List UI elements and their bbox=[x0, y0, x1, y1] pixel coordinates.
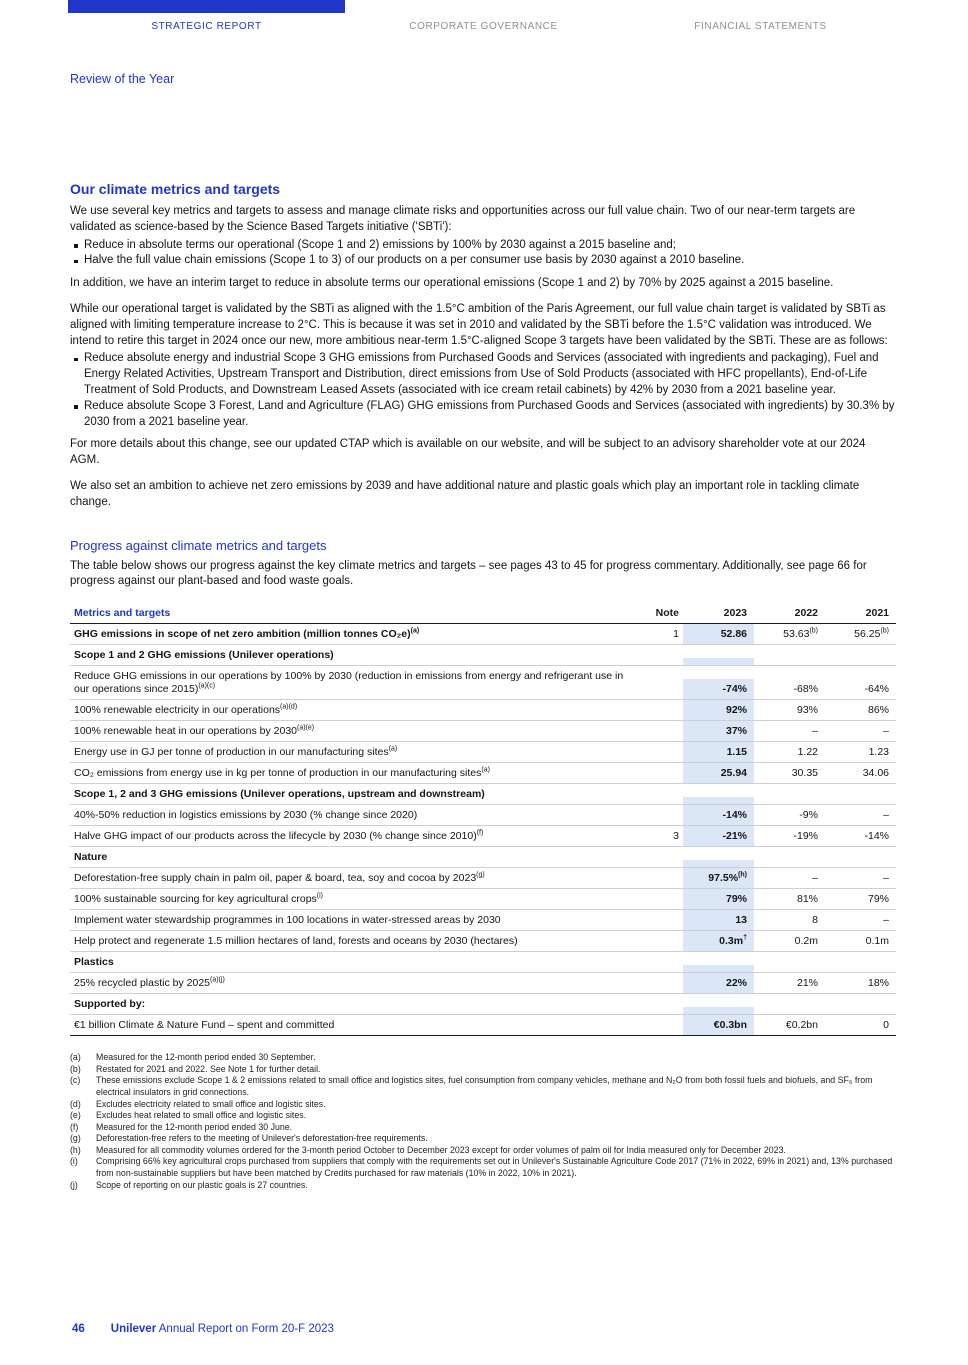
table-row bbox=[70, 973, 896, 994]
tab-label: FINANCIAL STATEMENTS bbox=[694, 21, 827, 32]
column-header-metrics: Metrics and targets bbox=[74, 606, 171, 619]
row-value-2021: 1.23 bbox=[868, 745, 889, 758]
tab-strategic-report[interactable] bbox=[68, 0, 345, 32]
row-label: Help protect and regenerate 1.5 million hectares of land, forests and oceans by 2030 (hectares) bbox=[74, 934, 518, 947]
footnote bbox=[70, 1110, 896, 1122]
row-label: Implement water stewardship programmes in 100 locations in water-stressed areas by 2030 bbox=[74, 913, 501, 926]
row-value-2023: -21% bbox=[683, 826, 754, 846]
row-value-2023: 22% bbox=[683, 973, 754, 993]
row-value-2022: €0.2bn bbox=[785, 1018, 818, 1031]
row-value-2021 bbox=[825, 965, 896, 972]
footnote bbox=[70, 1133, 896, 1145]
sbti-validation-paragraph: While our operational target is validated by the SBTi as aligned with the 1.5°C ambition of the Paris Agreement, our full value chain target is validated by SBTi as aligned with limiting temperature increase to 2°C. This is because it was set in 2010 and validated by the SBTi before the 1.5°C validation was introduced. We intend to retire this target in 2024 once our new, more ambitious near-term 1.5°C-aligned Scope 3 targets have been validated by the SBTi. These are as follows: bbox=[70, 302, 888, 347]
footnote-text: Measured for the 12-month period ended 30 September. bbox=[96, 1052, 316, 1063]
row-value-2022 bbox=[754, 1007, 825, 1014]
row-value-2021 bbox=[825, 797, 896, 804]
row-note bbox=[641, 658, 683, 665]
row-value-2022 bbox=[754, 797, 825, 804]
footnote-key: (c) bbox=[70, 1075, 81, 1086]
row-value-2023 bbox=[683, 797, 754, 804]
footnote-text: Measured for the 12-month period ended 30 June. bbox=[96, 1121, 293, 1132]
footnote bbox=[70, 1075, 896, 1098]
row-label: Scope 1, 2 and 3 GHG emissions (Unilever operations, upstream and downstream) bbox=[74, 787, 485, 800]
footnote-text: Scope of reporting on our plastic goals is 27 countries. bbox=[96, 1179, 308, 1190]
footnote-text: These emissions exclude Scope 1 & 2 emissions related to small office and logistics sites, fuel consumption from company vehicles, methane and N₂O from both fossil fuels and biofuels, and SF₆ from electrical insulators in grid connections. bbox=[96, 1075, 873, 1097]
list-item: Reduce in absolute terms our operational (Scope 1 and 2) emissions by 100% by 2030 against a 2015 baseline and; bbox=[70, 238, 896, 254]
interim-target-paragraph: In addition, we have an interim target to reduce in absolute terms our operational emissions (Scope 1 and 2) by 70% by 2025 against a 2015 baseline. bbox=[70, 277, 834, 290]
tab-indicator bbox=[345, 0, 622, 13]
row-note bbox=[641, 944, 683, 951]
table-section-row bbox=[70, 847, 896, 868]
footnote bbox=[70, 1064, 896, 1076]
active-tab-indicator bbox=[68, 0, 345, 13]
footnote bbox=[70, 1099, 896, 1111]
footnote-key: (i) bbox=[70, 1156, 78, 1167]
footnote bbox=[70, 1156, 896, 1179]
list-item: Reduce absolute Scope 3 Forest, Land and Agriculture (FLAG) GHG emissions from Purchased Goods and Services (associated with ingredients) by 30.3% by 2030 from a 2021 baseline year. bbox=[70, 399, 896, 431]
row-value-2023: 1.15 bbox=[683, 742, 754, 762]
table-row bbox=[70, 1015, 896, 1036]
footnote-text: Measured for all commodity volumes ordered for the 3-month period October to December 2023 except for order volumes of palm oil for India measured only for December 2023. bbox=[96, 1144, 786, 1155]
table-row bbox=[70, 910, 896, 931]
footnote bbox=[70, 1180, 896, 1192]
footnote-text: Restated for 2021 and 2022. See Note 1 for further detail. bbox=[96, 1063, 321, 1074]
footnote-key: (h) bbox=[70, 1144, 81, 1155]
row-value-2021: 79% bbox=[867, 892, 889, 905]
row-value-2022: 30.35 bbox=[791, 766, 818, 779]
row-note bbox=[641, 965, 683, 972]
list-item: Halve the full value chain emissions (Scope 1 to 3) of our products on a per consumer use basis by 2030 against a 2010 baseline. bbox=[70, 253, 896, 269]
footer-line bbox=[111, 1323, 334, 1335]
row-value-2022 bbox=[754, 965, 825, 972]
tab-label: STRATEGIC REPORT bbox=[151, 21, 262, 32]
row-value-2022: 8 bbox=[812, 913, 818, 926]
table-row bbox=[70, 868, 896, 889]
row-value-2023: 97.5%$^{(h)}$ bbox=[683, 868, 754, 888]
row-value-2022: 81% bbox=[796, 892, 818, 905]
row-note bbox=[641, 1028, 683, 1035]
row-value-2021: 0 bbox=[883, 1018, 889, 1031]
row-value-2023: 13 bbox=[683, 910, 754, 930]
row-value-2022: – bbox=[812, 724, 818, 737]
row-note bbox=[641, 1007, 683, 1014]
column-header-2022: 2022 bbox=[794, 606, 818, 619]
row-value-2023 bbox=[683, 965, 754, 972]
footnote-key: (d) bbox=[70, 1098, 81, 1109]
row-value-2021: – bbox=[883, 808, 889, 821]
page-title: Our climate metrics and targets bbox=[70, 181, 281, 197]
row-note bbox=[641, 923, 683, 930]
scope3-targets-list bbox=[70, 351, 896, 430]
section-label: Review of the Year bbox=[70, 72, 175, 86]
row-value-2022: – bbox=[812, 871, 818, 884]
tab-indicator bbox=[622, 0, 899, 13]
column-header-2021: 2021 bbox=[865, 606, 889, 619]
row-label: 100% renewable electricity in our operations$^{(a)(d)}$ bbox=[74, 703, 298, 716]
tab-corporate-governance[interactable] bbox=[345, 0, 622, 32]
row-label: CO₂ emissions from energy use in kg per tonne of production in our manufacturing sites$^{(a)}$ bbox=[74, 766, 490, 779]
row-label: €1 billion Climate & Nature Fund – spent and committed bbox=[74, 1018, 335, 1031]
row-label: Reduce GHG emissions in our operations by 100% by 2030 (reduction in emissions from energy and refrigerant use in our operations since 2015)$^{(a)(c)}$ bbox=[74, 669, 624, 695]
footnotes bbox=[70, 1052, 896, 1191]
row-note bbox=[641, 818, 683, 825]
row-value-2022 bbox=[754, 860, 825, 867]
table-section-row bbox=[70, 784, 896, 805]
table-section-row bbox=[70, 994, 896, 1015]
row-value-2023: 52.86 bbox=[683, 624, 754, 644]
footnote-text: Deforestation-free refers to the meeting of Unilever's deforestation-free requirements. bbox=[96, 1133, 428, 1144]
row-value-2022: 93% bbox=[796, 703, 818, 716]
row-value-2023: 25.94 bbox=[683, 763, 754, 783]
table-section-row bbox=[70, 952, 896, 973]
brand-name: Unilever bbox=[110, 1323, 157, 1335]
row-value-2023: 79% bbox=[683, 889, 754, 909]
footnote-key: (e) bbox=[70, 1110, 81, 1121]
row-value-2021: 34.06 bbox=[862, 766, 889, 779]
row-label: Scope 1 and 2 GHG emissions (Unilever operations) bbox=[74, 648, 334, 661]
row-label: 25% recycled plastic by $2025^{(a)(j)}$ bbox=[74, 976, 225, 989]
row-note bbox=[641, 776, 683, 783]
row-value-2023: €0.3bn bbox=[683, 1015, 754, 1035]
row-value-2022: -68% bbox=[793, 682, 818, 695]
row-value-2022: -9% bbox=[799, 808, 818, 821]
row-value-2021: – bbox=[883, 871, 889, 884]
row-label: Supported by: bbox=[74, 997, 146, 1010]
metrics-table bbox=[70, 603, 896, 1036]
footnote bbox=[70, 1145, 896, 1157]
footnote-text: Comprising 66% key agricultural crops purchased from suppliers that comply with the requirements set out in Unilever's Sustainable Agriculture Code 2017 (71% in 2022, 69% in 2021) and, 13% purchased from non-sustainable suppliers but have been matched by Credits purchased for raw materials (10% in 2022, 10% in 2021). bbox=[96, 1156, 893, 1179]
footnote-key: (f) bbox=[70, 1121, 79, 1132]
table-header-row bbox=[70, 603, 896, 624]
row-note bbox=[641, 881, 683, 888]
row-value-2021: 86% bbox=[867, 703, 889, 716]
top-navigation bbox=[68, 0, 899, 32]
footnote-key: (b) bbox=[70, 1063, 81, 1074]
row-value-2023: 0.3m† bbox=[683, 931, 754, 951]
row-note bbox=[641, 902, 683, 909]
row-value-2023 bbox=[683, 860, 754, 867]
row-note bbox=[641, 713, 683, 720]
row-value-2021: 18% bbox=[867, 976, 889, 989]
intro-paragraph: We use several key metrics and targets to assess and manage climate risks and opportunities across our full value chain. Two of our near-term targets are validated as science-based by the Science Based Targets initiative ('SBTi'): bbox=[70, 205, 856, 233]
tab-financial-statements[interactable] bbox=[622, 0, 899, 32]
row-value-2021: -64% bbox=[864, 682, 889, 695]
row-value-2021: -14% bbox=[864, 829, 889, 842]
row-value-2021: – bbox=[883, 913, 889, 926]
table-row bbox=[70, 742, 896, 763]
row-label: Deforestation-free supply chain in palm oil, paper & board, tea, soy and cocoa by 2023$^{(g)}$ bbox=[74, 871, 485, 884]
row-note bbox=[641, 797, 683, 804]
row-note bbox=[641, 734, 683, 741]
row-value-2022: 1.22 bbox=[797, 745, 818, 758]
row-value-2023 bbox=[683, 1007, 754, 1014]
row-label: 40%-50% reduction in logistics emissions by 2030 (% change since 2020) bbox=[74, 808, 418, 821]
column-header-note: Note bbox=[655, 606, 679, 619]
row-value-2021 bbox=[825, 1007, 896, 1014]
row-value-2022: 53.63$^{(b)}$ bbox=[783, 627, 818, 640]
row-value-2023: -74% bbox=[683, 679, 754, 699]
near-term-targets-list bbox=[70, 238, 896, 270]
row-value-2021 bbox=[825, 658, 896, 665]
row-value-2021: 56.25$^{(b)}$ bbox=[854, 627, 889, 640]
report-title: Annual Report on Form 20-F 2023 bbox=[156, 1323, 334, 1335]
footnote bbox=[70, 1122, 896, 1134]
row-value-2022: 21% bbox=[796, 976, 818, 989]
row-label: GHG emissions in scope of net zero ambition (million tonnes CO₂e)$^{(a)}$ bbox=[74, 627, 420, 640]
footnote-key: (a) bbox=[70, 1052, 81, 1063]
footnote-key: (j) bbox=[70, 1179, 78, 1190]
row-value-2023: 37% bbox=[683, 721, 754, 741]
row-label: Nature bbox=[74, 850, 108, 863]
row-label: 100% sustainable sourcing for key agricultural crops$^{(i)}$ bbox=[74, 892, 324, 905]
row-value-2023: -14% bbox=[683, 805, 754, 825]
page-number: 46 bbox=[72, 1323, 85, 1335]
column-header-2023: 2023 bbox=[723, 606, 747, 619]
table-row bbox=[70, 931, 896, 952]
row-note bbox=[641, 755, 683, 762]
row-note: 1 bbox=[673, 627, 679, 640]
subsection-title: Progress against climate metrics and targets bbox=[70, 537, 327, 553]
table-section-row bbox=[70, 645, 896, 666]
row-value-2022 bbox=[754, 658, 825, 665]
footnote-text: Excludes heat related to small office and logistic sites. bbox=[96, 1110, 307, 1121]
row-note: 3 bbox=[673, 829, 679, 842]
tab-label: CORPORATE GOVERNANCE bbox=[409, 21, 558, 32]
table-row bbox=[70, 763, 896, 784]
table-row bbox=[70, 624, 896, 645]
row-value-2023: 92% bbox=[683, 700, 754, 720]
table-row bbox=[70, 826, 896, 847]
table-row bbox=[70, 805, 896, 826]
net-zero-paragraph: We also set an ambition to achieve net zero emissions by 2039 and have additional nature and plastic goals which play an important role in tackling climate change. bbox=[70, 479, 860, 508]
row-label: 100% renewable heat in our operations by $2030^{(a)(e)}$ bbox=[74, 724, 315, 737]
row-value-2023 bbox=[683, 658, 754, 665]
page-content bbox=[0, 32, 968, 1191]
row-note bbox=[641, 860, 683, 867]
row-label: Energy use in GJ per tonne of production in our manufacturing sites$^{(a)}$ bbox=[74, 745, 398, 758]
row-value-2022: 0.2m bbox=[794, 934, 818, 947]
footnote-key: (g) bbox=[70, 1133, 81, 1144]
row-value-2022: -19% bbox=[793, 829, 818, 842]
row-value-2021 bbox=[825, 860, 896, 867]
row-label: Plastics bbox=[74, 955, 114, 968]
row-note bbox=[641, 986, 683, 993]
table-row bbox=[70, 889, 896, 910]
footnote-text: Excludes electricity related to small office and logistic sites. bbox=[96, 1098, 326, 1109]
row-label: Halve GHG impact of our products across the lifecycle by 2030 (% change since 2010)$^{(f)}$ bbox=[74, 829, 484, 842]
table-row bbox=[70, 721, 896, 742]
footnote bbox=[70, 1052, 896, 1064]
page-footer bbox=[0, 1323, 968, 1365]
table-intro-paragraph: The table below shows our progress against the key climate metrics and targets – see pages 43 to 45 for progress commentary. Additionally, see page 66 for progress against our plant-based and food waste goals. bbox=[70, 559, 867, 588]
table-row bbox=[70, 700, 896, 721]
metrics-table-body bbox=[70, 624, 896, 1036]
row-value-2021: 0.1m bbox=[865, 934, 889, 947]
row-value-2021: – bbox=[883, 724, 889, 737]
list-item: Reduce absolute energy and industrial Scope 3 GHG emissions from Purchased Goods and Services (associated with ingredients and packaging), Fuel and Energy Related Activities, Upstream Transport and Distribution, direct emissions from Use of Sold Products (associated with HFC propellants), End-of-Life Treatment of Sold Products, and Downstream Leased Assets (associated with ice cream retail cabinets) by 42% by 2030 from a 2021 baseline year. bbox=[70, 351, 896, 398]
ctap-paragraph: For more details about this change, see our updated CTAP which is available on our website, and will be subject to an advisory shareholder vote at our 2024 AGM. bbox=[70, 438, 866, 467]
row-note bbox=[641, 692, 683, 699]
table-row bbox=[70, 666, 896, 700]
